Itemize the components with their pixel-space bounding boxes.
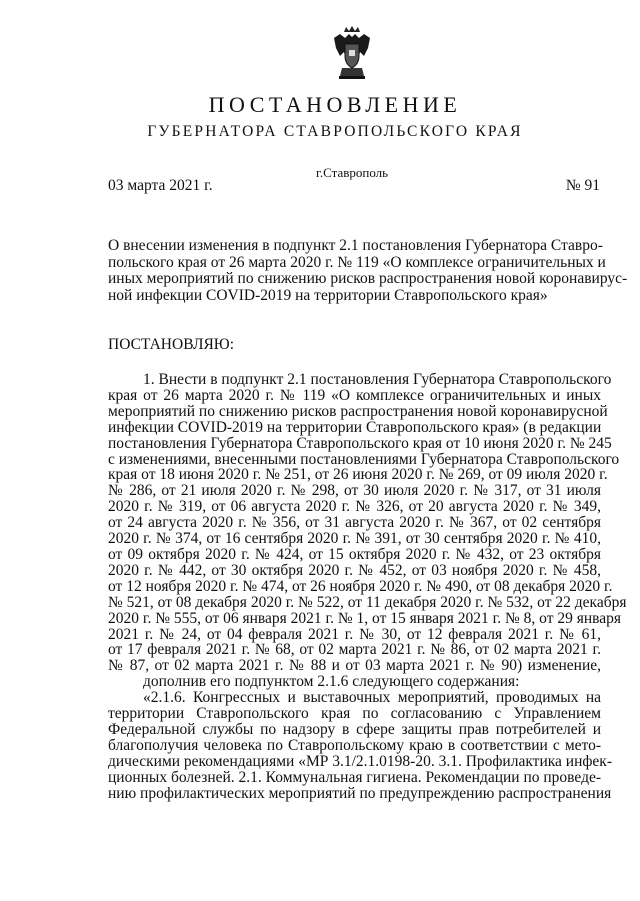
body-line: 2020 г. № 374, от 16 сентября 2020 г. № 391, от 30 сентября 2020 г. № 410, [108,530,601,548]
heading-line: О внесении изменения в подпункт 2.1 постановления Губернатора Ставро- [108,237,603,254]
body-line: края от 26 марта 2020 г. № 119 «О комплексе ограничительных и иных [108,386,601,404]
document-city: г.Ставрополь [316,165,389,180]
body-line: мероприятий по снижению рисков распространения новой коронавирусной [108,402,608,420]
body-line: от 09 октября 2020 г. № 424, от 15 октября 2020 г. № 432, от 23 октября [108,545,601,563]
heading-line: иных мероприятий по снижению рисков распространения новой коронавирус- [108,270,628,287]
body-line: № 521, от 08 декабря 2020 г. № 522, от 11 декабря 2020 г. № 532, от 22 декабря [108,593,627,611]
body-line: постановления Губернатора Ставропольского края от 10 июня 2020 г. № 245 [108,434,612,452]
heading-line: польского края от 26 марта 2020 г. № 119 «О комплексе ограничительных и [108,253,606,271]
body-line: № 286, от 21 июля 2020 г. № 298, от 30 июля 2020 г. № 317, от 31 июля [108,482,601,500]
body-line: от 12 ноября 2020 г. № 474, от 26 ноября 2020 г. № 490, от 08 декабря 2020 г. [108,577,613,595]
decree-word: ПОСТАНОВЛЯЮ: [108,336,235,353]
body-line: «2.1.6. Конгрессных и выставочных мероприятий, проводимых на [143,689,601,707]
body-line: с изменениями, внесенными постановлениями Губернатора Ставропольского [108,450,620,468]
document-heading [108,237,628,304]
document-title: ПОСТАНОВЛЕНИЕ [208,92,462,117]
body-line: нию профилактических мероприятий по предупреждению распространения [108,784,612,802]
document-number: № 91 [565,177,600,194]
body-line: 2021 г. № 24, от 04 февраля 2021 г. № 30, от 12 февраля 2021 г. № 61, [108,625,601,643]
body-line: дополнив его подпунктом 2.1.6 следующего содержания: [143,673,520,691]
body-line: № 87, от 02 марта 2021 г. № 88 и от 03 марта 2021 г. № 90) изменение, [108,657,601,675]
body-line: 2020 г. № 442, от 30 октября 2020 г. № 452, от 03 ноября 2020 г. № 458, [108,561,601,579]
body-line: от 17 февраля 2021 г. № 68, от 02 марта 2021 г. № 86, от 02 марта 2021 г. [108,641,601,659]
coat-of-arms-icon [330,26,374,80]
body-line: инфекции COVID-2019 на территории Ставропольского края» (в редакции [108,418,602,436]
body-line: от 24 августа 2020 г. № 356, от 31 августа 2020 г. № 367, от 02 сентября [108,514,601,532]
document-body [108,371,627,802]
body-line: 2020 г. № 555, от 06 января 2021 г. № 1, от 15 января 2021 г. № 8, от 29 января [108,609,622,627]
document-date: 03 марта 2021 г. [108,177,213,194]
document-subtitle: ГУБЕРНАТОРА СТАВРОПОЛЬСКОГО КРАЯ [147,123,523,140]
heading-line: ной инфекции COVID-2019 на территории Ставропольского края» [108,286,548,304]
body-line: ционных болезней. 2.1. Коммунальная гигиена. Рекомендации по проведе- [108,768,602,786]
body-line: Федеральной службы по надзору в сфере защиты прав потребителей и [108,720,601,738]
body-line: края от 18 июня 2020 г. № 251, от 26 июня 2020 г. № 269, от 09 июля 2020 г. [108,466,608,484]
body-line: дическими рекомендациями «МР 3.1/2.1.0198-20. 3.1. Профилактика инфек- [108,752,612,770]
body-line: благополучия человека по Ставропольскому краю в соответствии с мето- [108,736,601,754]
body-line: 1. Внести в подпункт 2.1 постановления Губернатора Ставропольского [143,371,612,388]
body-line: территории Ставропольского края по согласованию с Управлением [108,705,601,723]
body-line: 2020 г. № 319, от 06 августа 2020 г. № 326, от 20 августа 2020 г. № 349, [108,498,601,516]
